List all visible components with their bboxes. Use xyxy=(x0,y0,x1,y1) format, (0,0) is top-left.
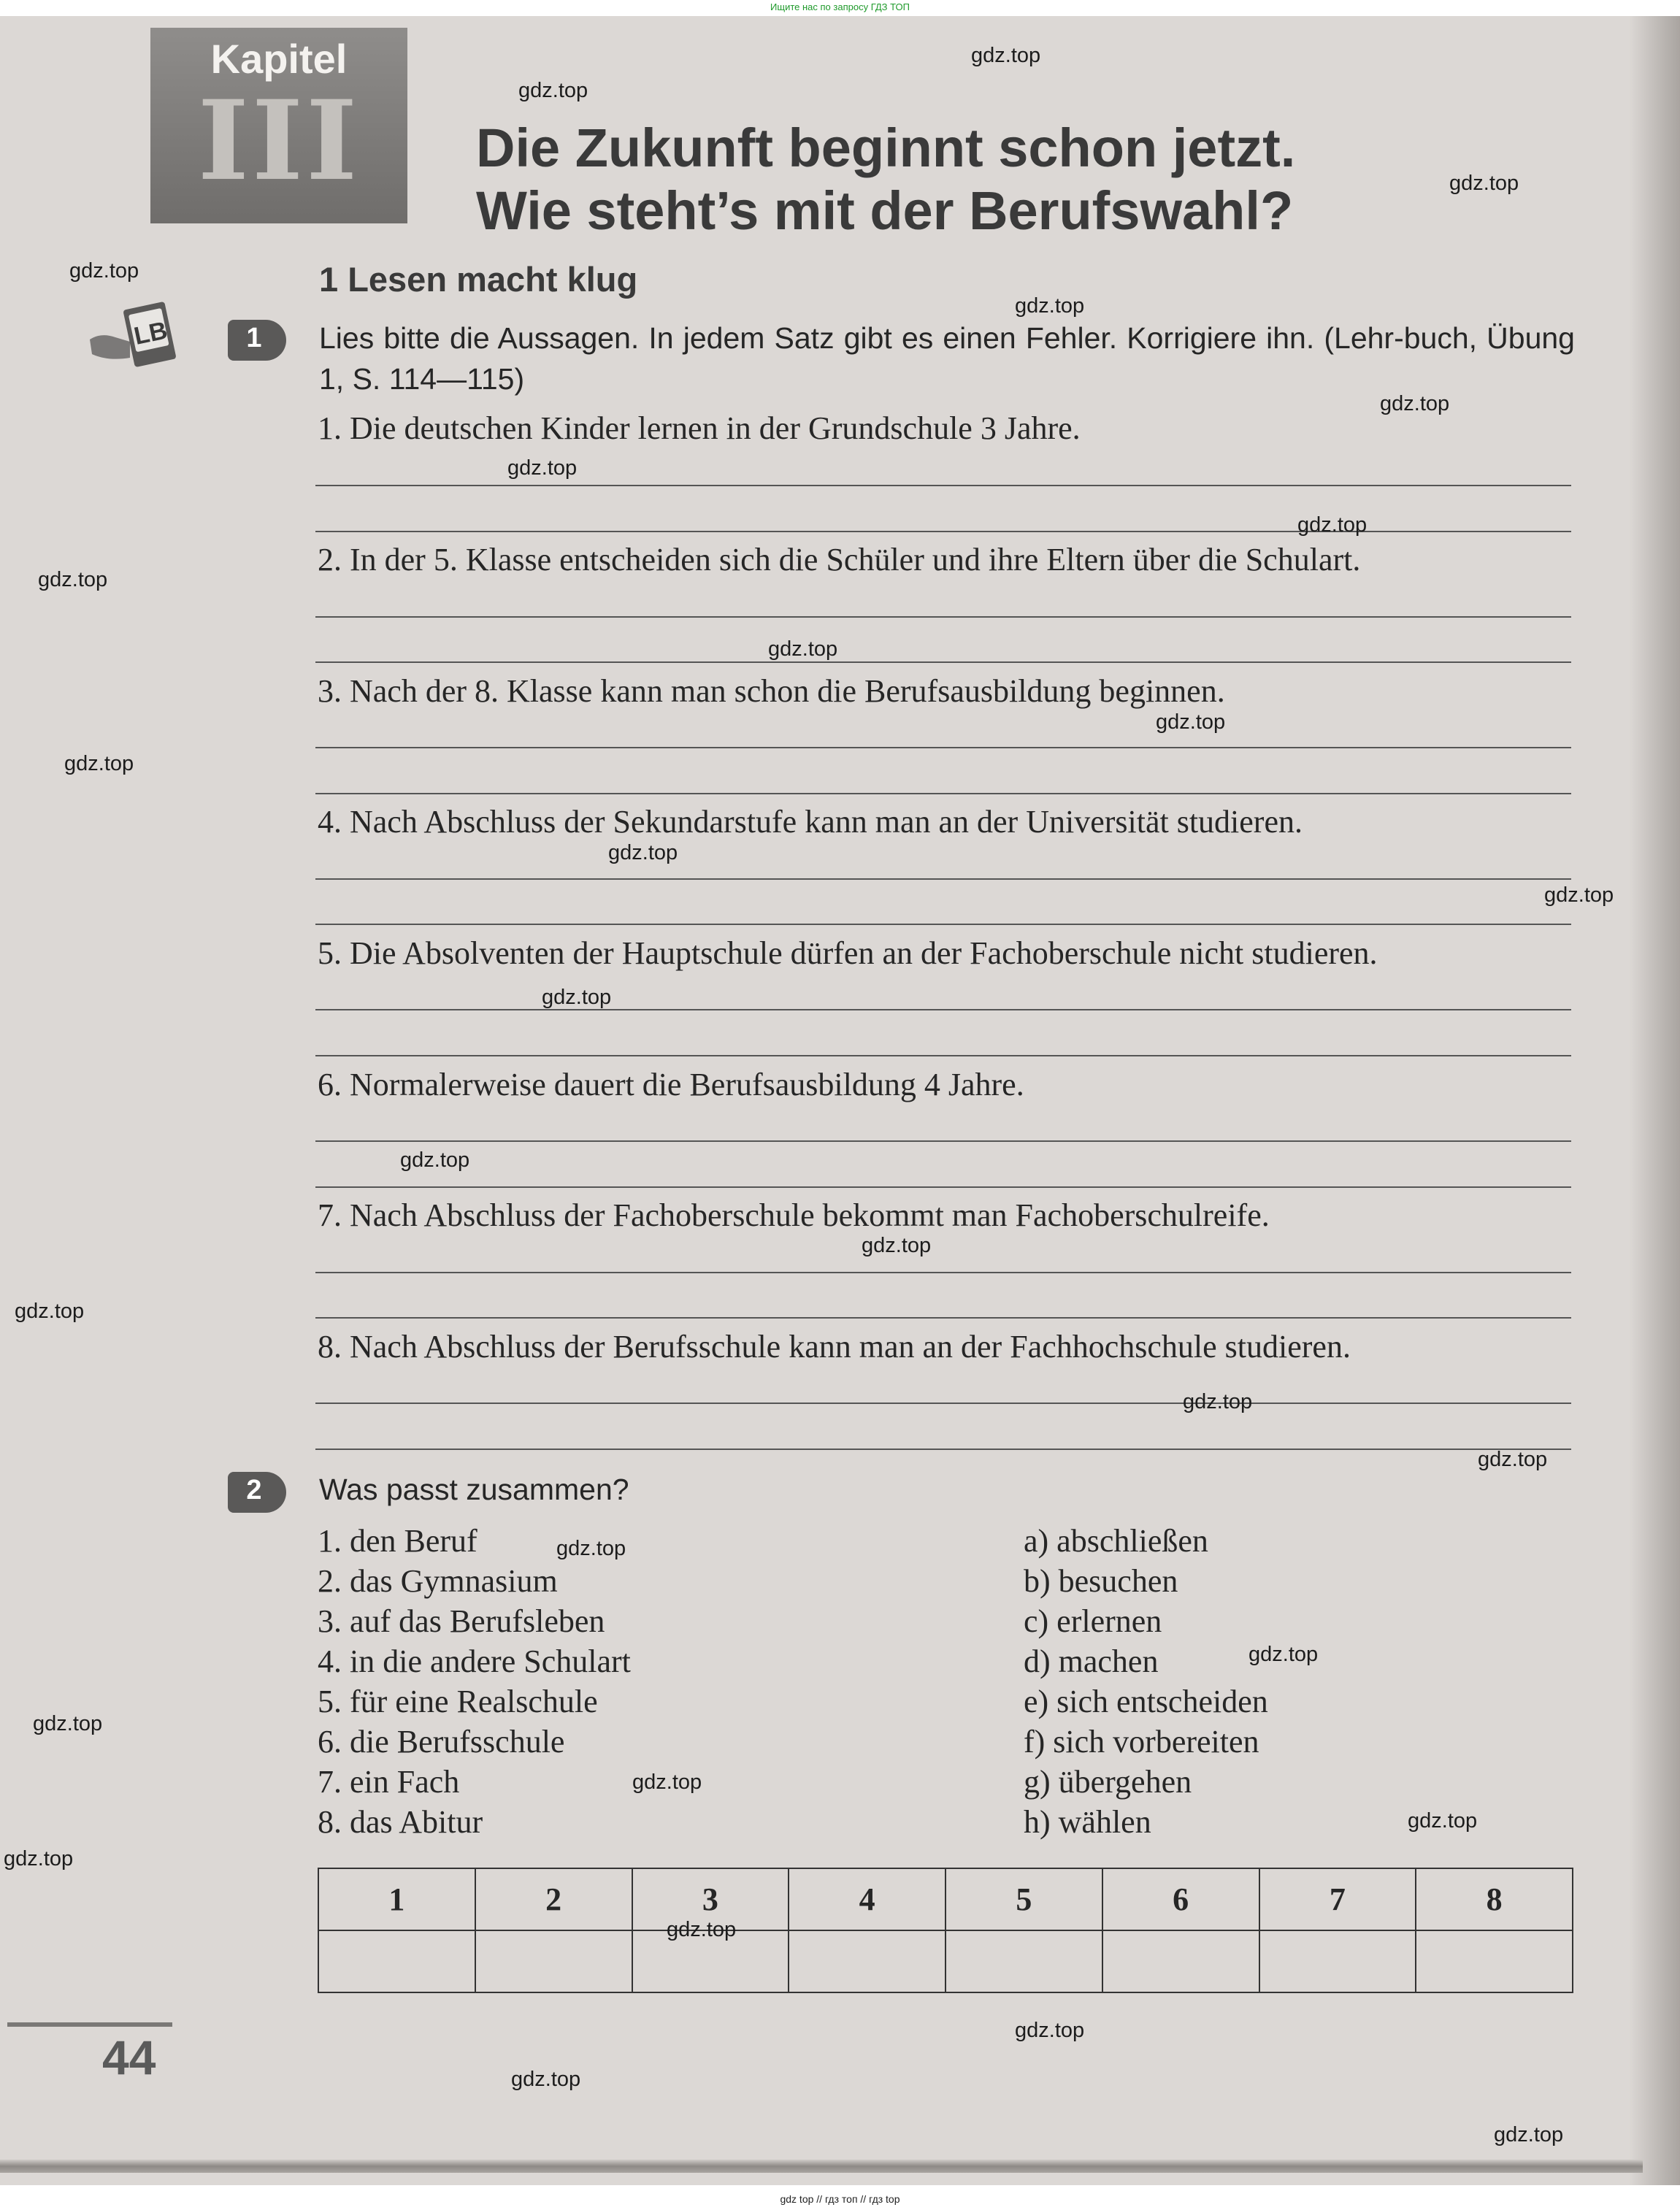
exercise-2-badge xyxy=(228,1472,286,1513)
right-item-e: e) sich entscheiden xyxy=(1024,1684,1268,1719)
page-number: 44 xyxy=(102,2030,156,2084)
watermark: gdz.top xyxy=(511,2068,581,2091)
right-item-c: c) erlernen xyxy=(1024,1603,1162,1639)
answer-cell[interactable] xyxy=(946,1930,1102,1992)
answer-line[interactable] xyxy=(315,1186,1571,1188)
watermark: gdz.top xyxy=(862,1234,932,1257)
answer-line[interactable] xyxy=(315,878,1571,880)
statement-1: 1. Die deutschen Kinder lernen in der Grundschule 3 Jahre. xyxy=(318,410,1081,446)
watermark: gdz.top xyxy=(33,1712,103,1735)
watermark: gdz.top xyxy=(632,1770,702,1794)
left-item-5: 5. für eine Realschule xyxy=(318,1684,598,1719)
watermark: gdz.top xyxy=(556,1537,626,1560)
exercise-2-instruction: Was passt zusammen? xyxy=(319,1473,629,1506)
textbook-hand-icon xyxy=(86,299,181,372)
answer-line[interactable] xyxy=(315,485,1571,486)
statement-2: 2. In der 5. Klasse entscheiden sich die Schüler und ihre Eltern über die Schulart. xyxy=(318,542,1361,578)
watermark: gdz.top xyxy=(768,637,838,661)
answer-table-header: 6 xyxy=(1102,1868,1259,1930)
chapter-box xyxy=(150,28,407,223)
exercise-1-instruction: Lies bitte die Aussagen. In jedem Satz gibt es einen Fehler. Korrigiere ihn. (Lehr-buch, Übung 1, S. 114—115) xyxy=(319,321,1575,396)
right-item-a: a) abschließen xyxy=(1024,1523,1208,1559)
answer-table-input-row xyxy=(318,1930,1573,1992)
answer-table-header: 8 xyxy=(1416,1868,1573,1930)
watermark: gdz.top xyxy=(1380,392,1450,415)
statement-7: 7. Nach Abschluss der Fachoberschule bekommt man Fachoberschulreife. xyxy=(318,1197,1270,1233)
watermark: gdz.top xyxy=(1156,710,1226,734)
left-item-6: 6. die Berufsschule xyxy=(318,1724,565,1760)
left-item-7: 7. ein Fach xyxy=(318,1764,460,1800)
answer-line[interactable] xyxy=(315,1403,1571,1404)
statement-5: 5. Die Absolventen der Hauptschule dürfen an der Fachoberschule nicht studieren. xyxy=(318,935,1378,971)
answer-table-header: 4 xyxy=(789,1868,946,1930)
answer-line[interactable] xyxy=(315,1009,1571,1010)
answer-table-header-row xyxy=(318,1868,1573,1930)
page-bottom-edge xyxy=(0,2160,1643,2173)
left-item-4: 4. in die andere Schulart xyxy=(318,1643,631,1679)
title-line-2: Wie steht’s mit der Berufswahl? xyxy=(476,180,1294,241)
answer-table-header: 7 xyxy=(1259,1868,1416,1930)
right-item-d: d) machen xyxy=(1024,1643,1159,1679)
answer-table-header: 3 xyxy=(632,1868,789,1930)
watermark: gdz.top xyxy=(1449,172,1519,195)
bottom-note: gdz top // гдз топ // гдз top xyxy=(780,2193,900,2205)
right-item-g: g) übergehen xyxy=(1024,1764,1192,1800)
exercise-1-number: 1 xyxy=(246,323,262,353)
answer-table-header: 2 xyxy=(475,1868,632,1930)
page-gutter-shadow xyxy=(1629,16,1680,2185)
statement-4: 4. Nach Abschluss der Sekundarstufe kann man an der Universität studieren. xyxy=(318,804,1303,840)
watermark: gdz.top xyxy=(971,44,1041,67)
title-line-1: Die Zukunft beginnt schon jetzt. xyxy=(476,118,1296,178)
watermark: gdz.top xyxy=(15,1300,85,1323)
left-item-1: 1. den Beruf xyxy=(318,1523,477,1559)
answer-line[interactable] xyxy=(315,1140,1571,1142)
watermark: gdz.top xyxy=(1183,1390,1253,1413)
answer-line[interactable] xyxy=(315,661,1571,663)
statement-3: 3. Nach der 8. Klasse kann man schon die Berufsausbildung beginnen. xyxy=(318,673,1225,709)
right-item-h: h) wählen xyxy=(1024,1804,1151,1840)
watermark: gdz.top xyxy=(1297,513,1368,537)
left-item-8: 8. das Abitur xyxy=(318,1804,483,1840)
right-item-f: f) sich vorbereiten xyxy=(1024,1724,1259,1760)
statement-6: 6. Normalerweise dauert die Berufsausbildung 4 Jahre. xyxy=(318,1067,1024,1102)
answer-cell[interactable] xyxy=(789,1930,946,1992)
watermark: gdz.top xyxy=(507,456,578,480)
answer-line[interactable] xyxy=(315,924,1571,925)
left-item-2: 2. das Gymnasium xyxy=(318,1563,558,1599)
statement-8: 8. Nach Abschluss der Berufsschule kann man an der Fachhochschule studieren. xyxy=(318,1329,1351,1365)
watermark: gdz.top xyxy=(1478,1448,1548,1471)
answer-line[interactable] xyxy=(315,1317,1571,1319)
answer-cell[interactable] xyxy=(1416,1930,1573,1992)
chapter-label: Kapitel xyxy=(210,36,348,82)
answer-table-header: 5 xyxy=(946,1868,1102,1930)
answer-line[interactable] xyxy=(315,1449,1571,1450)
exercise-2-number: 2 xyxy=(246,1475,262,1505)
answer-table xyxy=(318,1868,1573,1993)
answer-line[interactable] xyxy=(315,747,1571,748)
answer-line[interactable] xyxy=(315,616,1571,618)
lb-label: LB xyxy=(131,316,170,350)
answer-line[interactable] xyxy=(315,1055,1571,1056)
section-heading: 1 Lesen macht klug xyxy=(319,260,638,299)
answer-line[interactable] xyxy=(315,793,1571,794)
answer-cell[interactable] xyxy=(1259,1930,1416,1992)
answer-line[interactable] xyxy=(315,531,1571,532)
watermark: gdz.top xyxy=(518,79,588,102)
page-title xyxy=(476,117,1295,242)
watermark: gdz.top xyxy=(4,1847,74,1871)
answer-table-header: 1 xyxy=(318,1868,475,1930)
watermark: gdz.top xyxy=(69,259,139,283)
watermark: gdz.top xyxy=(1408,1809,1478,1833)
answer-cell[interactable] xyxy=(318,1930,475,1992)
watermark: gdz.top xyxy=(1544,883,1614,907)
watermark: gdz.top xyxy=(608,841,678,864)
watermark: gdz.top xyxy=(1015,294,1085,318)
watermark: gdz.top xyxy=(667,1918,737,1941)
watermark: gdz.top xyxy=(64,752,134,775)
watermark: gdz.top xyxy=(1015,2019,1085,2042)
exercise-1-badge xyxy=(228,320,286,361)
answer-cell[interactable] xyxy=(1102,1930,1259,1992)
page-number-rule xyxy=(7,2022,172,2027)
watermark: gdz.top xyxy=(1249,1643,1319,1666)
answer-cell[interactable] xyxy=(475,1930,632,1992)
watermark: gdz.top xyxy=(38,568,108,591)
watermark: gdz.top xyxy=(542,986,612,1009)
answer-line[interactable] xyxy=(315,1272,1571,1273)
top-note: Ищите нас по запросу ГДЗ ТОП xyxy=(770,1,910,12)
right-item-b: b) besuchen xyxy=(1024,1563,1178,1599)
watermark: gdz.top xyxy=(400,1148,470,1172)
left-item-3: 3. auf das Berufsleben xyxy=(318,1603,605,1639)
chapter-number: III xyxy=(197,77,361,205)
watermark: gdz.top xyxy=(1494,2123,1564,2146)
